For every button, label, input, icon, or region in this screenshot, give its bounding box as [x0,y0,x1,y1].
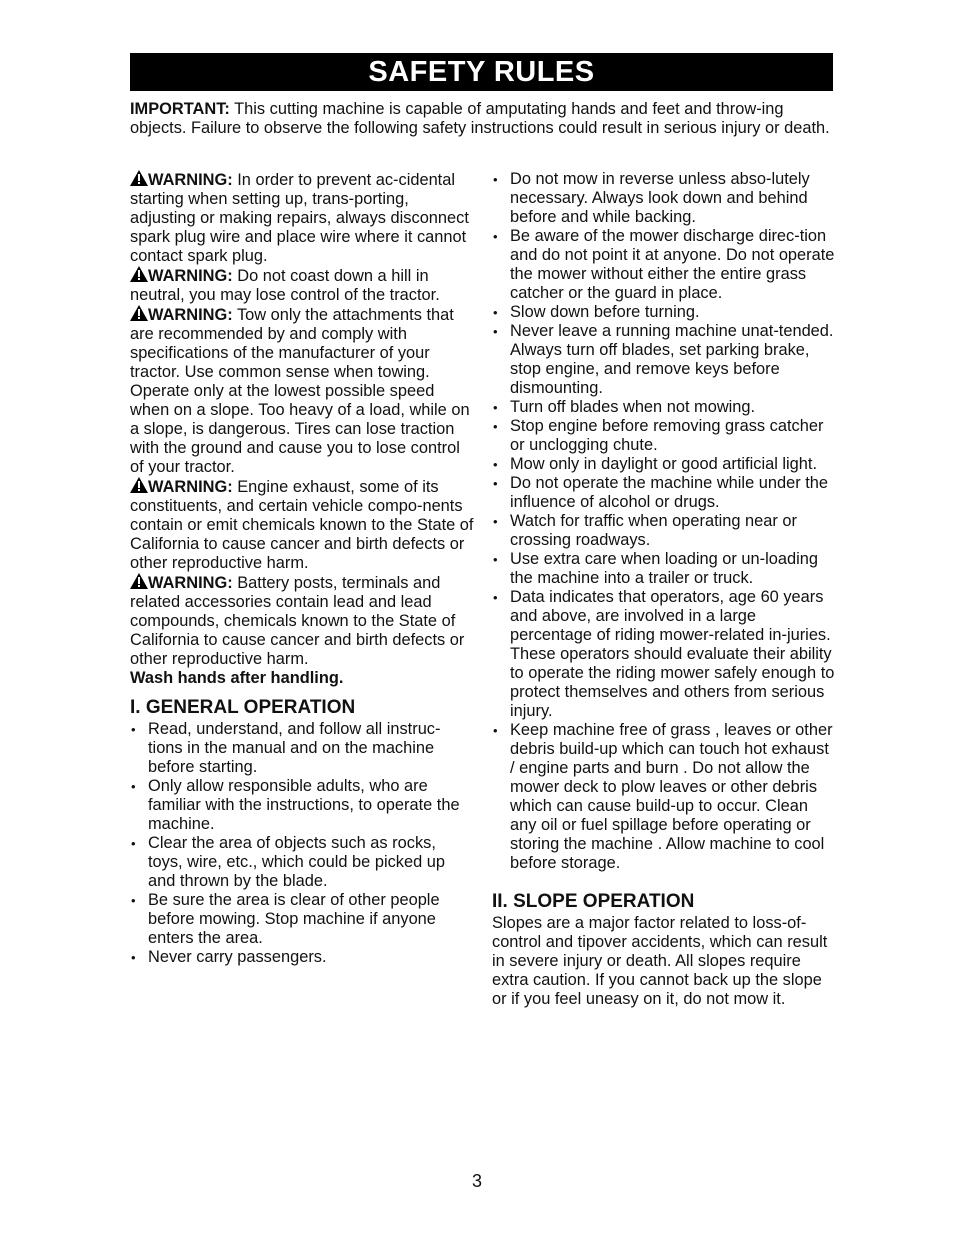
general-operation-list-left [130,720,475,967]
warning-text: Battery posts, terminals and related accessories contain lead and lead compounds, chemicals known to the State of California to cause cancer and birth defects or other reproductive harm. [130,574,465,668]
warning-icon [130,266,148,282]
warning-label: WARNING: [148,306,233,324]
list-item: • Never leave a running machine unat-tended. Always turn off blades, set parking brake, stop engine, and remove keys before dismounting. [492,322,837,398]
important-text: This cutting machine is capable of amputating hands and feet and throw-ing objects. Failure to observe the following safety instructions could result in serious injury or death. [130,100,830,137]
list-item: • Read, understand, and follow all instruc-tions in the manual and on the machine before starting. [130,720,475,777]
warning-text: Engine exhaust, some of its constituents, and certain vehicle compo-nents contain or emit chemicals known to the State of California to cause cancer and birth defects or other reproductive harm. [130,478,474,572]
warning-text: Do not coast down a hill in neutral, you may lose control of the tractor. [130,267,440,304]
list-item: • Mow only in daylight or good artificial light. [492,455,837,474]
general-operation-heading: I. GENERAL OPERATION [130,697,356,718]
right-column [492,170,837,1009]
slope-operation-text: Slopes are a major factor related to loss-of-control and tipover accidents, which can result in severe injury or death. All slopes require extra caution. If you cannot back up the slope or if you feel uneasy on it, do not mow it. [492,914,828,1008]
warning-label: WARNING: [148,267,233,285]
list-item: • Use extra care when loading or un-loading the machine into a trailer or truck. [492,550,837,588]
warning-icon [130,305,148,321]
important-notice [130,100,835,138]
list-item: • Turn off blades when not mowing. [492,398,837,417]
warning-icon [130,170,148,186]
list-item: • Data indicates that operators, age 60 years and above, are involved in a large percentage of riding mower-related in-juries. These operators should evaluate their ability to operate the riding mower safely enough to protect themselves and others from serious injury. [492,588,837,721]
warning-icon [130,573,148,589]
warning-text: In order to prevent ac-cidental starting when setting up, trans-porting, adjusting or making repairs, always disconnect spark plug wire and place wire where it cannot contact spark plug. [130,171,469,265]
warning-paragraph [130,305,475,477]
list-item: • Never carry passengers. [130,948,475,967]
warning-text: Tow only the attachments that are recommended by and comply with specifications of the manufacturer of your tractor. Use common sense when towing. Operate only at the lowest possible speed when on a slope. Too heavy of a load, while on a slope, is dangerous. Tires can lose traction with the ground and cause you to lose control of your tractor. [130,306,470,476]
list-item: • Be aware of the mower discharge direc-tion and do not point it at anyone. Do not operate the mower without either the entire grass catcher or the guard in place. [492,227,837,303]
warning-label: WARNING: [148,574,233,592]
list-item: • Do not mow in reverse unless abso-lutely necessary. Always look down and behind before and while backing. [492,170,837,227]
list-item: • Watch for traffic when operating near or crossing roadways. [492,512,837,550]
list-item: • Only allow responsible adults, who are familiar with the instructions, to operate the machine. [130,777,475,834]
warning-paragraph [130,477,475,573]
list-item: • Clear the area of objects such as rocks, toys, wire, etc., which could be picked up and thrown by the blade. [130,834,475,891]
page-number: 3 [471,1171,482,1191]
list-item: • Keep machine free of grass , leaves or other debris build-up which can touch hot exhaust / engine parts and burn . Do not allow the mower deck to plow leaves or other debris which can cause build-up to occur. Clean any oil or fuel spillage before operating or storing the machine . Allow machine to cool before storage. [492,721,837,873]
warning-paragraph [130,266,475,305]
warning-paragraph [130,573,475,669]
list-item: • Do not operate the machine while under the influence of alcohol or drugs. [492,474,837,512]
warning-icon [130,477,148,493]
list-item: • Be sure the area is clear of other people before mowing. Stop machine if anyone enters the area. [130,891,475,948]
left-column [130,170,475,967]
list-item: • Stop engine before removing grass catcher or unclogging chute. [492,417,837,455]
warning-paragraph [130,170,475,266]
important-label: IMPORTANT: [130,100,230,118]
general-operation-list-right [492,170,837,873]
page-title: SAFETY RULES [130,53,833,91]
list-item: • Slow down before turning. [492,303,837,322]
slope-operation-heading: II. SLOPE OPERATION [492,891,695,912]
wash-hands-notice: Wash hands after handling. [130,669,344,687]
warning-label: WARNING: [148,478,233,496]
warning-label: WARNING: [148,171,233,189]
